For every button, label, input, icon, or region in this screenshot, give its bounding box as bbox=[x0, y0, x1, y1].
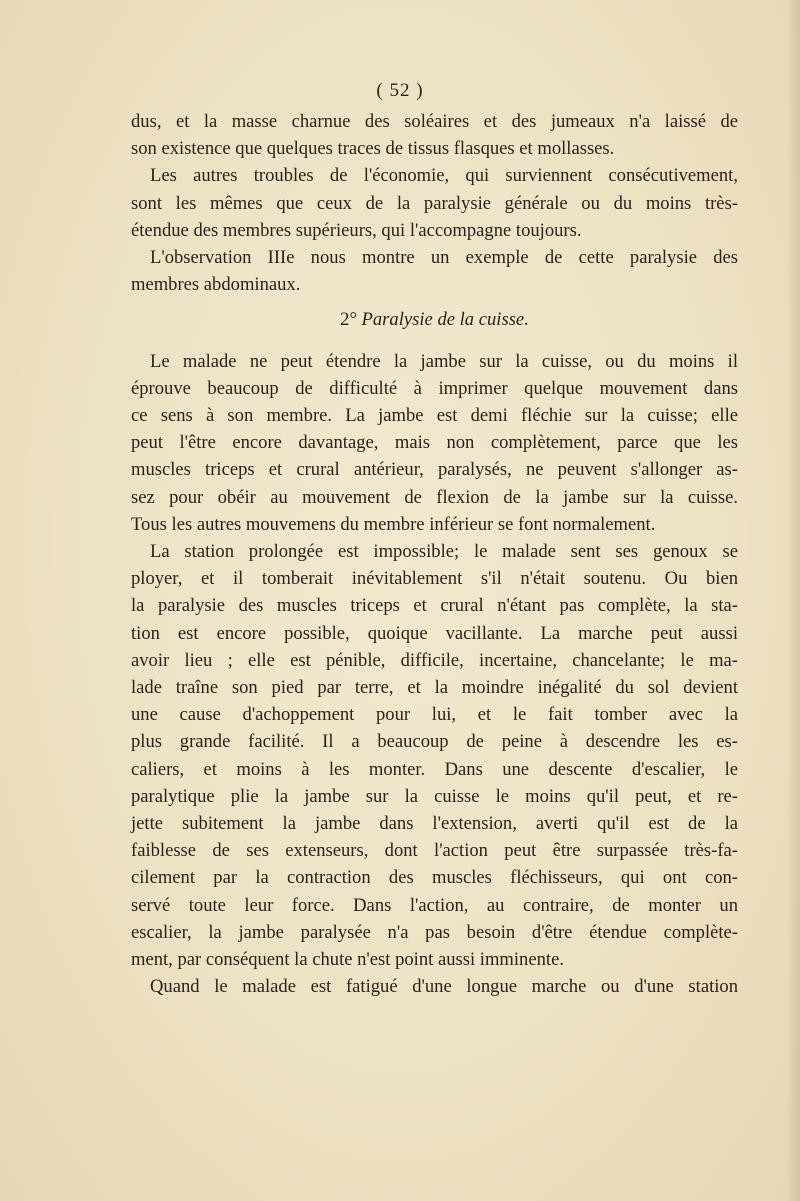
text-line: dus, et la masse charnue des soléaires et des jumeaux n'a laissé de bbox=[131, 111, 738, 132]
text-line: avoir lieu ; elle est pénible, difficile, incertaine, chancelante; le ma- bbox=[131, 649, 738, 671]
text-line: sont les mêmes que ceux de la paralysie générale ou du moins très- bbox=[131, 192, 738, 214]
page-number: ( 52 ) bbox=[376, 80, 424, 101]
text-line: cilement par la contraction des muscles fléchisseurs, qui ont con- bbox=[131, 867, 738, 889]
section-heading bbox=[131, 306, 738, 333]
text-line: ment, par conséquent la chute n'est point aussi imminente. bbox=[131, 949, 564, 971]
text-line: faiblesse de ses extenseurs, dont l'action peut être surpassée très-fa- bbox=[131, 840, 738, 862]
text-line: la paralysie des muscles triceps et crural n'étant pas complète, la sta- bbox=[131, 595, 738, 617]
section-heading-number: 2° bbox=[340, 309, 357, 331]
text-line: son existence que quelques traces de tissus flasques et mollasses. bbox=[131, 138, 615, 160]
text-line: servé toute leur force. Dans l'action, au contraire, de monter un bbox=[131, 894, 738, 916]
text-line: caliers, et moins à les monter. Dans une descente d'escalier, le bbox=[131, 758, 738, 780]
section-heading-title: Paralysie de la cuisse. bbox=[361, 309, 529, 331]
text-line: Le malade ne peut étendre la jambe sur la cuisse, ou du moins il bbox=[150, 350, 738, 372]
text-line: plus grande facilité. Il a beaucoup de peine à descendre les es- bbox=[131, 731, 738, 753]
page-edge-shadow bbox=[786, 0, 800, 1201]
paragraph bbox=[131, 108, 738, 162]
text-line: La station prolongée est impossible; le malade sent ses genoux se bbox=[150, 541, 738, 563]
text-line: peut l'être encore davantage, mais non complètement, parce que les bbox=[131, 432, 738, 454]
text-line: tion est encore possible, quoique vacillante. La marche peut aussi bbox=[131, 622, 738, 644]
body-text bbox=[131, 108, 738, 1001]
text-line: Tous les autres mouvemens du membre inférieur se font normalement. bbox=[131, 513, 656, 535]
paragraph bbox=[131, 973, 738, 1000]
paragraph bbox=[131, 244, 738, 298]
text-line: membres abdominaux. bbox=[131, 274, 301, 296]
text-line: Les autres troubles de l'économie, qui surviennent consécutivement, bbox=[150, 165, 738, 187]
text-line: Quand le malade est fatigué d'une longue marche ou d'une station bbox=[150, 976, 738, 998]
paragraph bbox=[131, 162, 738, 244]
text-line: éprouve beaucoup de difficulté à imprimer quelque mouvement dans bbox=[131, 377, 738, 399]
paragraph bbox=[131, 538, 738, 973]
text-line: muscles triceps et crural antérieur, paralysés, ne peuvent s'allonger as- bbox=[131, 459, 738, 481]
text-line: paralytique plie la jambe sur la cuisse le moins qu'il peut, et re- bbox=[131, 785, 738, 807]
text-line: étendue des membres supérieurs, qui l'accompagne toujours. bbox=[131, 219, 582, 241]
text-line: ployer, et il tomberait inévitablement s'il n'était soutenu. Ou bien bbox=[131, 568, 738, 590]
text-line: ce sens à son membre. La jambe est demi fléchie sur la cuisse; elle bbox=[131, 405, 738, 427]
text-line: sez pour obéir au mouvement de flexion de la jambe sur la cuisse. bbox=[131, 486, 738, 508]
text-line: lade traîne son pied par terre, et la moindre inégalité du sol devient bbox=[131, 677, 738, 699]
text-line: L'observation IIIe nous montre un exemple de cette paralysie des bbox=[150, 247, 738, 269]
text-line: jette subitement la jambe dans l'extension, averti qu'il est de la bbox=[131, 813, 738, 835]
paragraph bbox=[131, 348, 738, 538]
text-line: escalier, la jambe paralysée n'a pas besoin d'être étendue complète- bbox=[131, 921, 738, 943]
text-line: une cause d'achoppement pour lui, et le fait tomber avec la bbox=[131, 704, 738, 726]
